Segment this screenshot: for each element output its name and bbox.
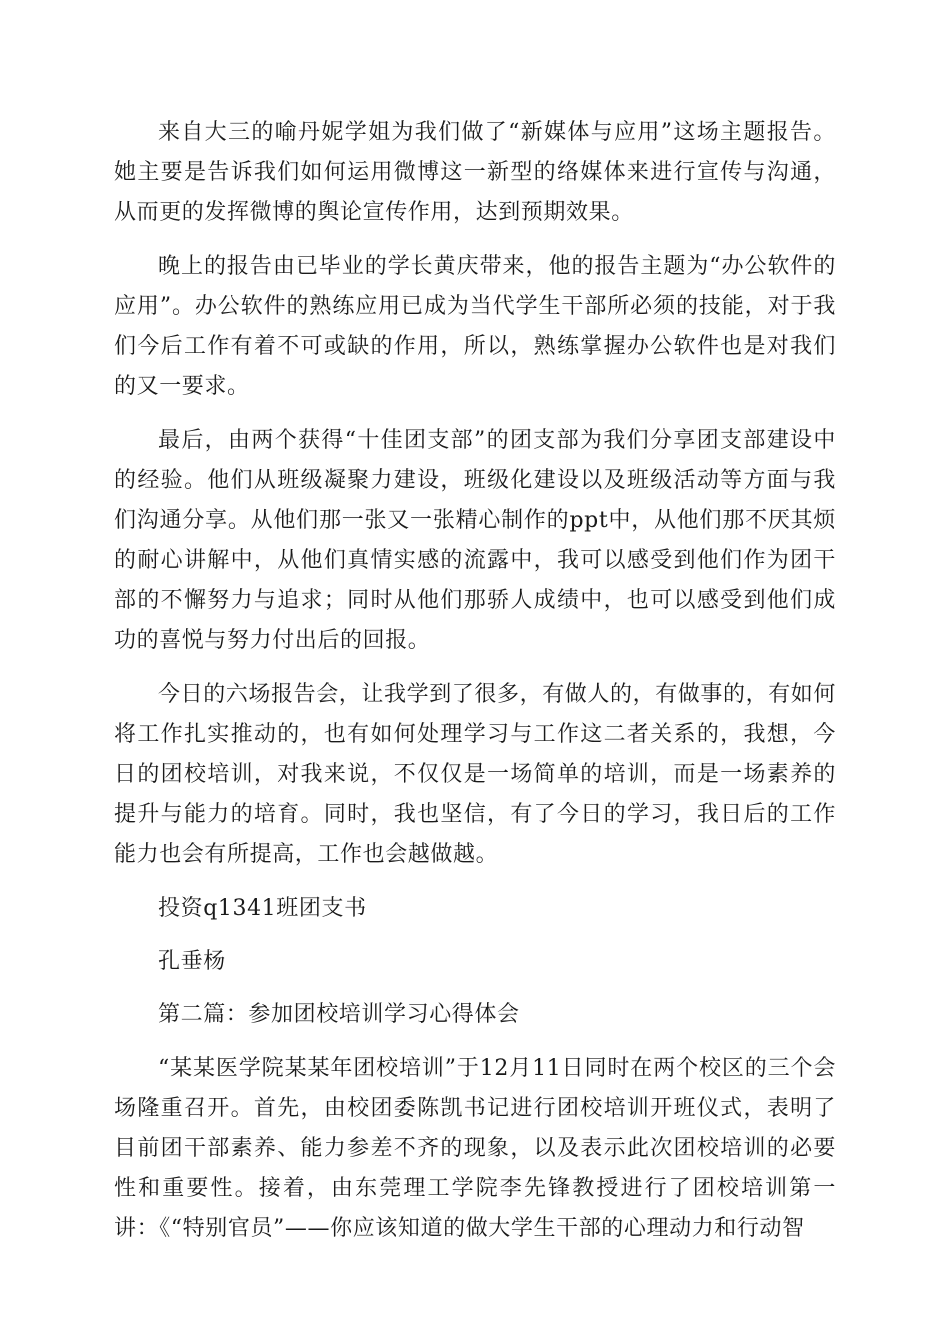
signature-class: 投资q1341班团支书 xyxy=(158,896,367,921)
signature-name: 孔垂杨 xyxy=(158,949,226,974)
paragraph-training-opening: “某某医学院某某年团校培训”于12月11日同时在两个校区的三个会场隆重召开。首先，由校团委陈凯书记进行团校培训开班仪式，表明了目前团干部素养、能力参差不齐的现象，以及表示此次团校培训的必要性和重要性。接着，由东莞理工学院李先锋教授进行了团校培训第一讲：《“特别官员”——你应该知道的做大学生干部的心理动力和行动智 xyxy=(114,1056,836,1241)
paragraph-top-ten-branches: 最后，由两个获得“十佳团支部”的团支部为我们分享团支部建设中的经验。他们从班级凝聚力建设，班级化建设以及班级活动等方面与我们沟通分享。从他们那一张又一张精心制作的ppt中，从他们那不厌其烦的耐心讲解中，从他们真情实感的流露中，我可以感受到他们作为团干部的不懈努力与追求；同时从他们那骄人成绩中，也可以感受到他们成功的喜悦与努力付出后的回报。 xyxy=(114,428,836,653)
paragraph-new-media-report: 来自大三的喻丹妮学姐为我们做了“新媒体与应用”这场主题报告。她主要是告诉我们如何运用微博这一新型的络媒体来进行宣传与沟通，从而更的发挥微博的舆论宣传作用，达到预期效果。 xyxy=(114,120,836,225)
paragraph-six-reports-summary: 今日的六场报告会，让我学到了很多，有做人的，有做事的，有如何将工作扎实推动的，也有如何处理学习与工作这二者关系的，我想，今日的团校培训，对我来说，不仅仅是一场简单的培训，而是一场素养的提升与能力的培育。同时，我也坚信，有了今日的学习，我日后的工作能力也会有所提高，工作也会越做越。 xyxy=(114,682,837,867)
paragraph-office-software-report: 晚上的报告由已毕业的学长黄庆带来，他的报告主题为“办公软件的应用”。办公软件的熟练应用已成为当代学生干部所必须的技能，对于我们今后工作有着不可或缺的作用，所以，熟练掌握办公软件也是对我们的又一要求。 xyxy=(114,254,836,399)
document-body xyxy=(114,113,836,1263)
section-title: 第二篇：参加团校培训学习心得体会 xyxy=(158,1002,520,1027)
